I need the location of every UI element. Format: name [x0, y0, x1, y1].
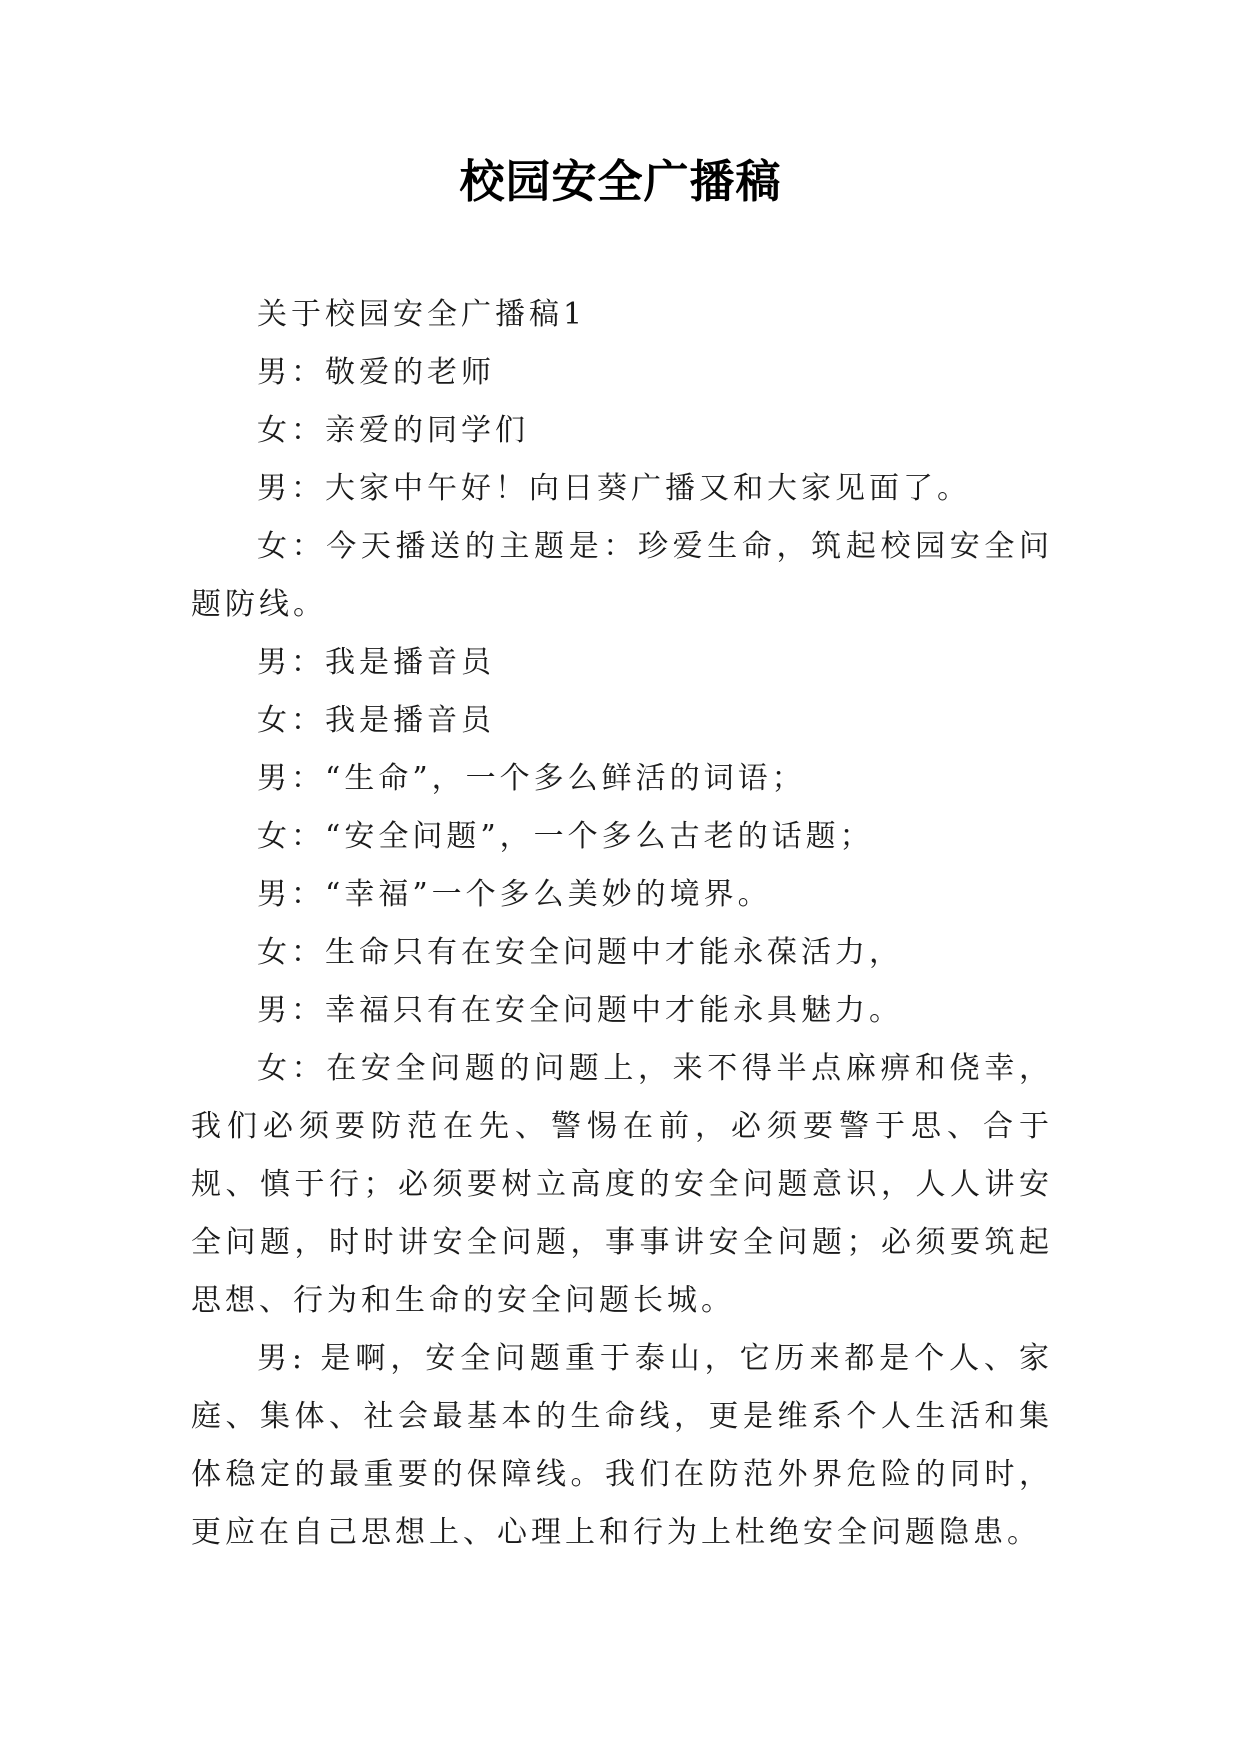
paragraph-line: 男：“幸福”一个多么美妙的境界。 [257, 877, 772, 912]
paragraph-long: 女：在安全问题的问题上，来不得半点麻痹和侥幸，我们必须要防范在先、警惕在前，必须要警于思、合于规、慎于行；必须要树立高度的安全问题意识，人人讲安全问题，时时讲安全问题，事事讲安全问题；必须要筑起思想、行为和生命的安全问题长城。 [191, 1051, 1053, 1318]
paragraph-line: 女：“安全问题”，一个多么古老的话题； [257, 819, 874, 854]
paragraph-line: 男：我是播音员 [257, 645, 495, 680]
paragraph-line: 女：我是播音员 [257, 703, 495, 738]
paragraph-long: 男: 是啊，安全问题重于泰山，它历来都是个人、家庭、集体、社会最基本的生命线，更是维系个人生活和集体稳定的最重要的保障线。我们在防范外界危险的同时，更应在自己思想上、心理上和行为上杜绝安全问题隐患。 [191, 1341, 1053, 1550]
document-body [191, 286, 1053, 1562]
paragraph-line: 男：“生命”，一个多么鲜活的词语； [257, 761, 806, 796]
paragraph-line: 女：生命只有在安全问题中才能永葆活力， [257, 935, 903, 970]
paragraph-line: 男：敬爱的老师 [257, 355, 495, 390]
paragraph-heading: 关于校园安全广播稿1 [257, 297, 587, 332]
document-title: 校园安全广播稿 [459, 155, 782, 208]
paragraph-line: 女：今天播送的主题是：珍爱生命，筑起校园安全问题防线。 [191, 529, 1053, 622]
paragraph-line: 男：大家中午好！向日葵广播又和大家见面了。 [257, 471, 971, 506]
paragraph-line: 女：亲爱的同学们 [257, 413, 529, 448]
paragraph-line: 男：幸福只有在安全问题中才能永具魅力。 [257, 993, 903, 1028]
